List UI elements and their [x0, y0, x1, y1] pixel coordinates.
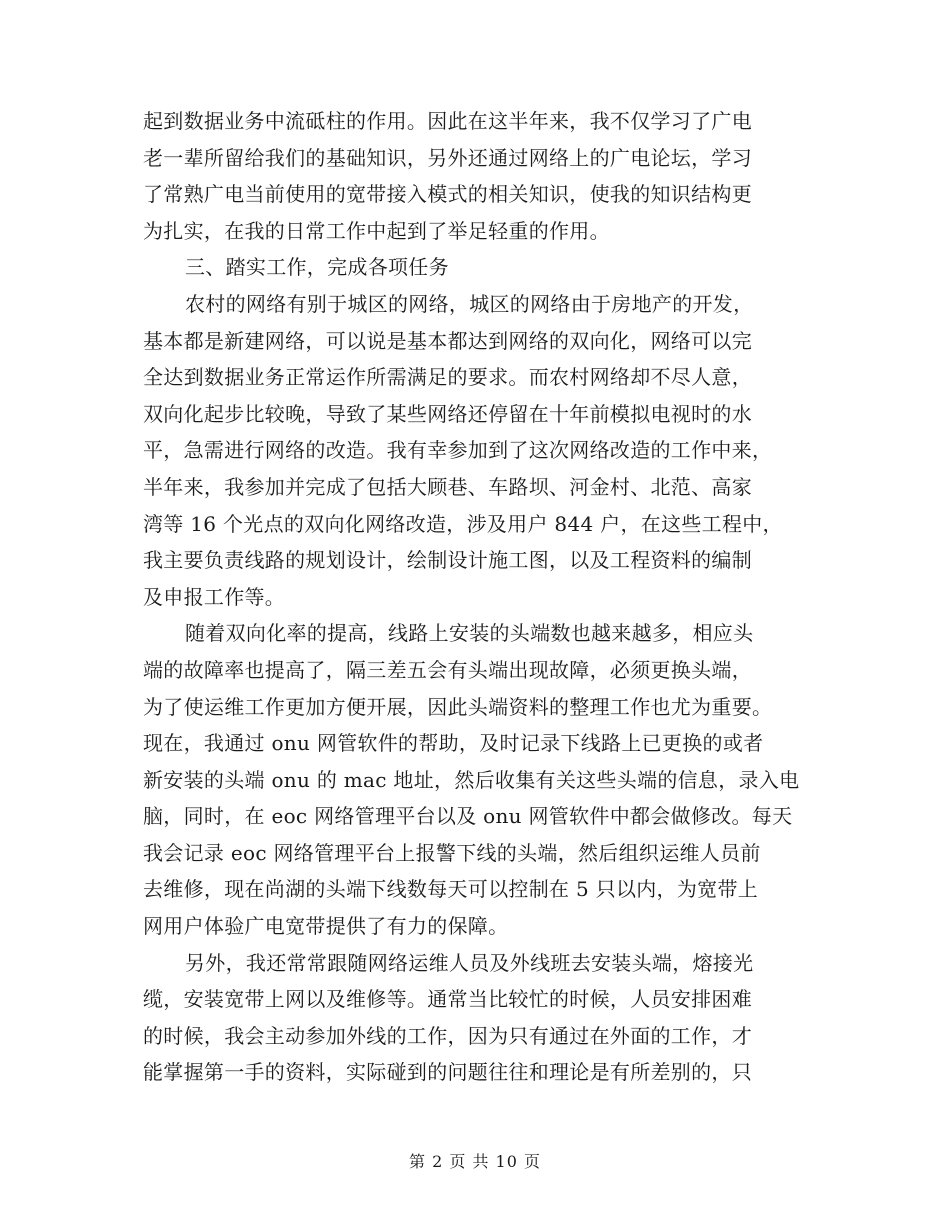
text-line: 新安装的头端 onu 的 mac 地址，然后收集有关这些头端的信息，录入电	[143, 767, 800, 792]
text-line: 能掌握第一手的资料，实际碰到的问题往往和理论是有所差别的，只	[143, 1060, 752, 1085]
text-line: 缆，安装宽带上网以及维修等。通常当比较忙的时候，人员安排困难	[143, 987, 752, 1012]
text-line: 端的故障率也提高了，隔三差五会有头端出现故障，必须更换头端，	[143, 657, 752, 682]
text-line: 我会记录 eoc 网络管理平台上报警下线的头端，然后组织运维人员前	[143, 840, 761, 865]
text-line: 网用户体验广电宽带提供了有力的保障。	[143, 914, 509, 939]
text-line: 老一辈所留给我们的基础知识，另外还通过网络上的广电论坛，学习	[143, 145, 752, 170]
text-line: 另外，我还常常跟随网络运维人员及外线班去安装头端，熔接光	[185, 950, 754, 975]
body-text	[143, 103, 808, 1091]
text-line: 去维修，现在尚湖的头端下线数每天可以控制在 5 只以内，为宽带上	[143, 877, 759, 902]
text-line: 基本都是新建网络，可以说是基本都达到网络的双向化，网络可以完	[143, 328, 752, 353]
text-line: 随着双向化率的提高，线路上安装的头端数也越来越多，相应头	[185, 621, 754, 646]
page-footer: 第 2 页 共 10 页	[409, 1152, 541, 1171]
text-line: 为了使运维工作更加方便开展，因此头端资料的整理工作也尤为重要。	[143, 694, 773, 719]
text-line: 平，急需进行网络的改造。我有幸参加到了这次网络改造的工作中来，	[143, 438, 773, 463]
text-line: 起到数据业务中流砥柱的作用。因此在这半年来，我不仅学习了广电	[143, 109, 752, 133]
text-line: 双向化起步比较晚，导致了某些网络还停留在十年前模拟电视时的水	[143, 401, 752, 426]
text-line: 脑，同时，在 eoc 网络管理平台以及 onu 网管软件中都会做修改。每天	[143, 804, 793, 829]
text-line: 我主要负责线路的规划设计，绘制设计施工图，以及工程资料的编制	[143, 548, 752, 573]
text-line: 湾等 16 个光点的双向化网络改造，涉及用户 844 户，在这些工程中，	[143, 511, 783, 536]
text-line: 及申报工作等。	[143, 584, 286, 609]
text-line: 农村的网络有别于城区的网络，城区的网络由于房地产的开发，	[185, 291, 754, 316]
text-line: 半年来，我参加并完成了包括大顾巷、车路坝、河金村、北范、高家	[143, 474, 752, 499]
text-line: 的时候，我会主动参加外线的工作，因为只有通过在外面的工作，才	[143, 1023, 752, 1048]
text-line: 现在，我通过 onu 网管软件的帮助，及时记录下线路上已更换的或者	[143, 731, 764, 756]
text-line: 全达到数据业务正常运作所需满足的要求。而农村网络却不尽人意，	[143, 365, 752, 390]
text-line: 三、踏实工作，完成各项任务	[185, 255, 449, 280]
text-line: 了常熟广电当前使用的宽带接入模式的相关知识，使我的知识结构更	[143, 182, 752, 207]
text-line: 为扎实，在我的日常工作中起到了举足轻重的作用。	[143, 218, 610, 243]
